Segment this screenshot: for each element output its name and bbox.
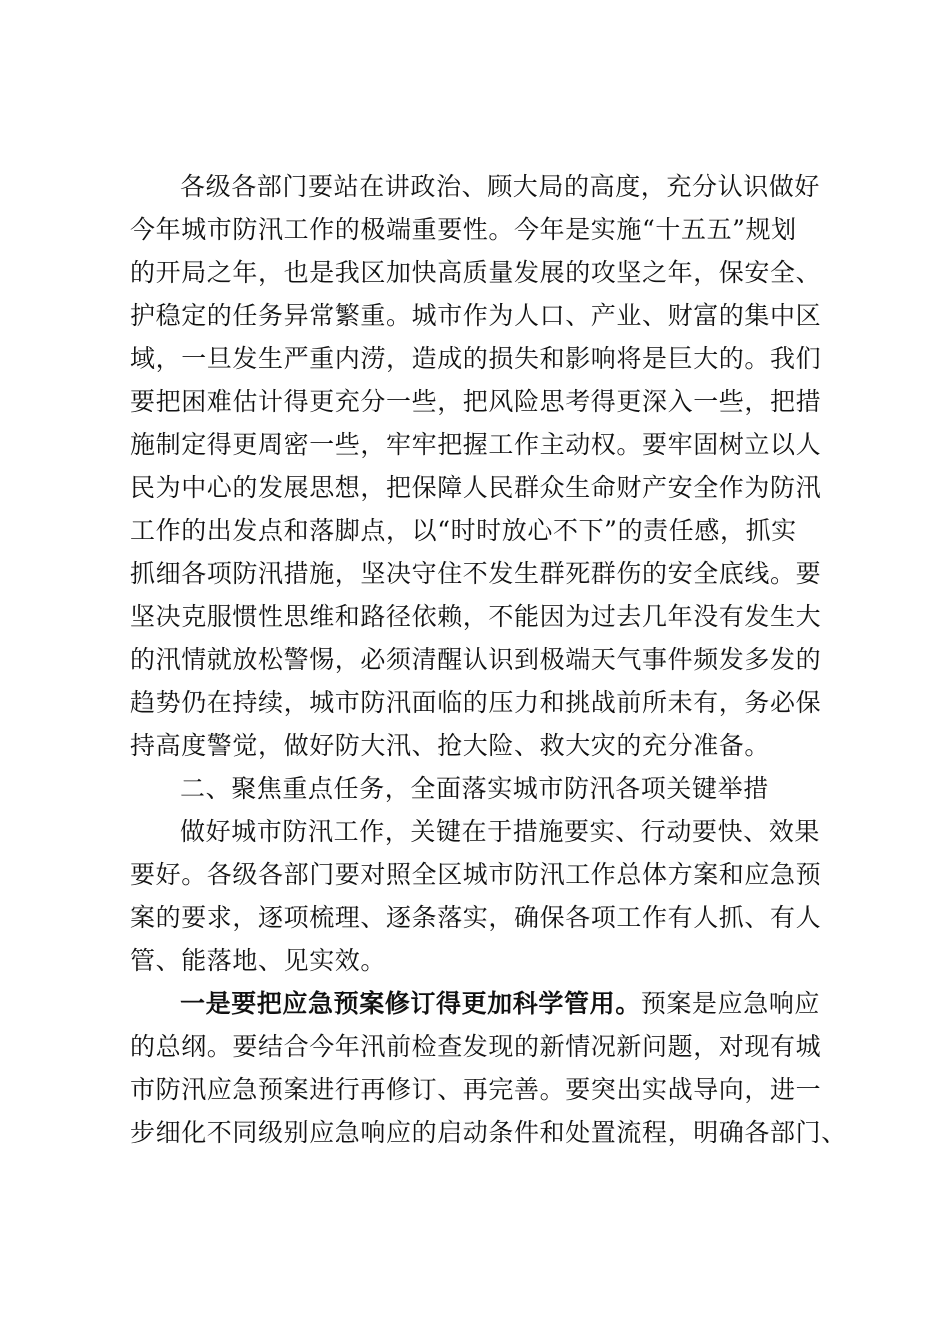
paragraph-3-line-4: 步细化不同级别应急响应的启动条件和处置流程，明确各部门、 xyxy=(130,1118,847,1147)
paragraph-1-line-7: 施制定得更周密一些，牢牢把握工作主动权。要牢固树立以人 xyxy=(130,430,822,459)
paragraph-2-line-3: 案的要求，逐项梳理、逐条落实，确保各项工作有人抓、有人 xyxy=(130,903,822,932)
paragraph-1-line-14: 持高度警觉，做好防大汛、抢大险、救大灾的充分准备。 xyxy=(130,731,771,760)
paragraph-2-line-2: 要好。各级各部门要对照全区城市防汛工作总体方案和应急预 xyxy=(130,860,822,889)
paragraph-1-line-9: 工作的出发点和落脚点，以“时时放心不下”的责任感，抓实 xyxy=(130,516,797,545)
section-heading: 二、聚焦重点任务，全面落实城市防汛各项关键举措 xyxy=(180,774,769,803)
paragraph-1-line-13: 趋势仍在持续，城市防汛面临的压力和挑战前所未有，务必保 xyxy=(130,688,822,717)
paragraph-3-line-1 xyxy=(180,989,820,1019)
paragraph-1-line-4: 护稳定的任务异常繁重。城市作为人口、产业、财富的集中区 xyxy=(130,301,822,330)
paragraph-3-line-3: 市防汛应急预案进行再修订、再完善。要突出实战导向，进一 xyxy=(130,1075,822,1104)
paragraph-2-line-4: 管、能落地、见实效。 xyxy=(130,946,387,975)
paragraph-1-line-11: 坚决克服惯性思维和路径依赖，不能因为过去几年没有发生大 xyxy=(130,602,822,631)
paragraph-3-line-2: 的总纲。要结合今年汛前检查发现的新情况新问题，对现有城 xyxy=(130,1032,822,1061)
paragraph-1-line-2: 今年城市防汛工作的极端重要性。今年是实施“十五五”规划 xyxy=(130,215,797,244)
paragraph-2-line-1: 做好城市防汛工作，关键在于措施要实、行动要快、效果 xyxy=(180,817,821,846)
paragraph-1-line-5: 域，一旦发生严重内涝，造成的损失和影响将是巨大的。我们 xyxy=(130,344,822,373)
paragraph-1-line-6: 要把困难估计得更充分一些，把风险思考得更深入一些，把措 xyxy=(130,387,822,416)
paragraph-1-line-3: 的开局之年，也是我区加快高质量发展的攻坚之年，保安全、 xyxy=(130,258,822,287)
paragraph-1-line-12: 的汛情就放松警惕，必须清醒认识到极端天气事件频发多发的 xyxy=(130,645,822,674)
bold-lead-sentence: 一是要把应急预案修订得更加科学管用。 xyxy=(180,989,641,1018)
paragraph-1-line-8: 民为中心的发展思想，把保障人民群众生命财产安全作为防汛 xyxy=(130,473,822,502)
paragraph-3-line-1-rest: 预案是应急响应 xyxy=(640,989,821,1018)
paragraph-1-line-1: 各级各部门要站在讲政治、顾大局的高度，充分认识做好 xyxy=(180,172,821,201)
paragraph-1-line-10: 抓细各项防汛措施，坚决守住不发生群死群伤的安全底线。要 xyxy=(130,559,822,588)
